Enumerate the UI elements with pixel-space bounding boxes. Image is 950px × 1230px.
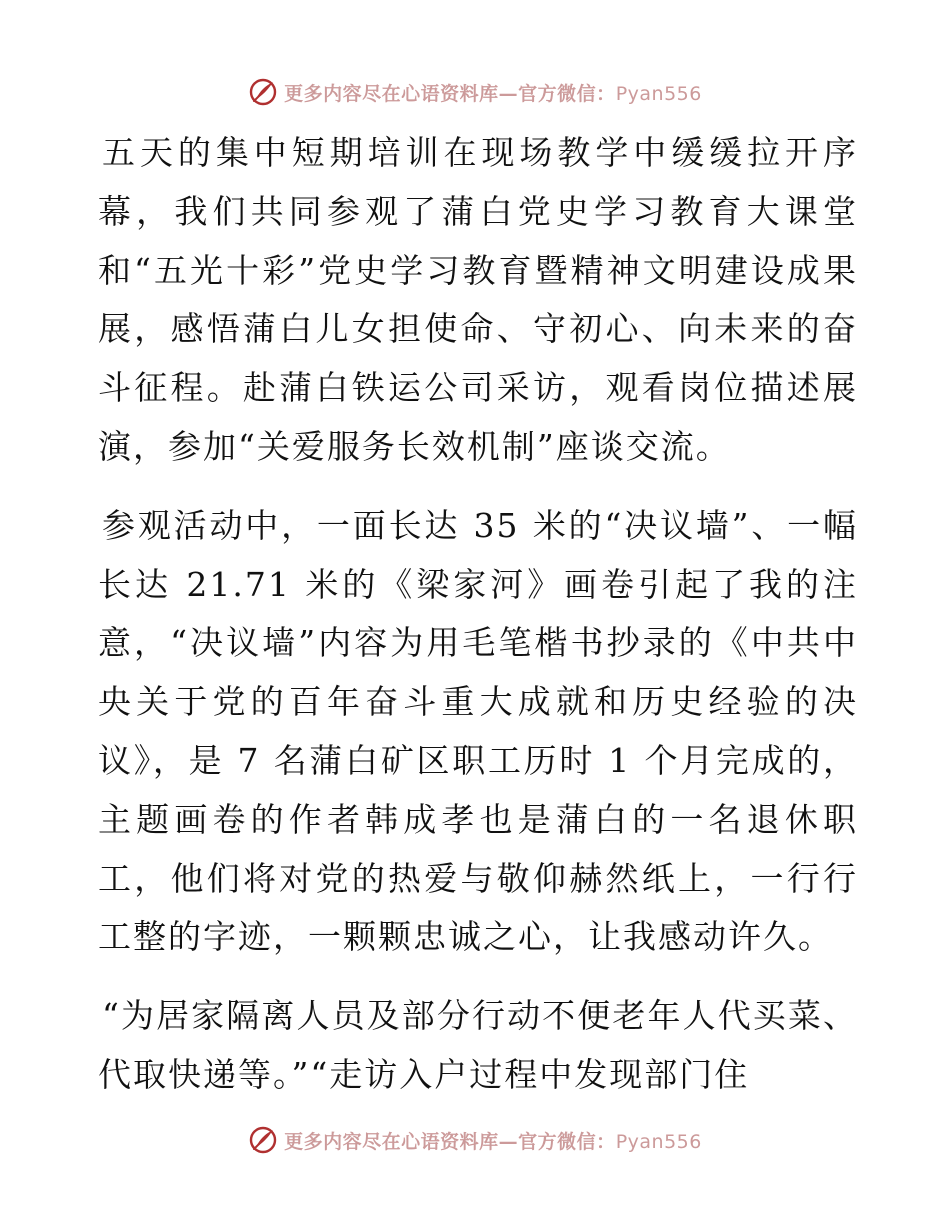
watermark-text: 更多内容尽在心语资料库—官方微信：Pyan556 [284,1130,702,1153]
paragraph-1: 五天的集中短期培训在现场教学中缓缓拉开序幕，我们共同参观了蒲白党史学习教育大课堂和“五光十彩”党史学习教育暨精神文明建设成果展，感悟蒲白儿女担使命、守初心、向未来的奋斗征程。赴蒲白铁运公司采访，观看岗位描述展演，参加“关爱服务长效机制”座谈交流。 [98,133,858,466]
footer-watermark [0,1120,950,1160]
paragraph-2: 参观活动中，一面长达 35 米的“决议墙”、一幅长达 21.71 米的《梁家河》画卷引起了我的注意，“决议墙”内容为用毛笔楷书抄录的《中共中央关于党的百年奋斗重大成就和历史经验的决议》，是 7 名蒲白矿区职工历时 1 个月完成的，主题画卷的作者韩成孝也是蒲白的一名退休职工，他们将对党的热爱与敬仰赫然纸上，一行行工整的字迹，一颗颗忠诚之心，让我感动许久。 [98,505,858,957]
header-watermark [0,72,950,112]
feather-logo-icon [248,1125,278,1155]
feather-logo-icon [248,77,278,107]
document-body [98,124,858,1105]
paragraph-3: “为居家隔离人员及部分行动不便老年人代买菜、代取快递等。”“走访入户过程中发现部门住 [98,996,858,1094]
watermark-text: 更多内容尽在心语资料库—官方微信：Pyan556 [284,82,702,105]
